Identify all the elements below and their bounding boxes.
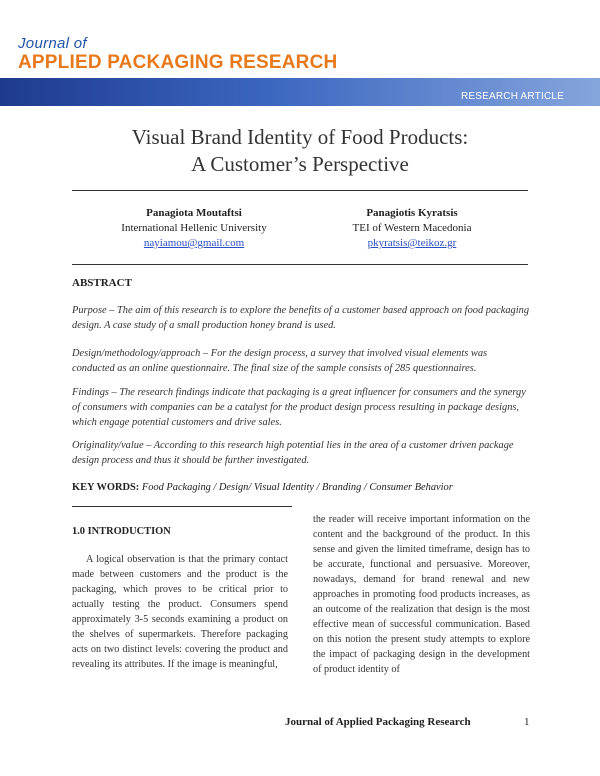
article-type-label: RESEARCH ARTICLE — [460, 91, 564, 102]
abstract-design: Design/methodology/approach – For the design process, a survey that involved visual elements was conducted as an online questionnaire. The final size of the sample consists of 285 questionnaires. — [72, 348, 488, 374]
author-block-2 — [302, 206, 522, 251]
author-block-1 — [84, 206, 304, 251]
keywords-value: Food Packaging / Design/ Visual Identity / Branding / Consumer Behavior — [141, 482, 453, 493]
abstract-originality: Originality/value – According to this research high potential lies in the area of a customer driven package design process and thus it should be further investigated. — [72, 440, 514, 466]
journal-logo-prefix: Journal of — [18, 35, 87, 52]
journal-logo — [18, 36, 337, 73]
author-email-link[interactable]: nayiamou@gmail.com — [143, 237, 245, 249]
intro-text-left-column: A logical observation is that the primary contact made between customers and the product is the packaging, which proves to be critical prior to actually testing the product. Consumers spend approximately 3-5 seconds examining a product on the shelves of supermarkets. Therefore packaging acts on two distinct levels: covering the product and revealing its attributes. If the image is meaningful, — [72, 554, 288, 670]
section-heading-introduction: 1.0 INTRODUCTION — [72, 526, 171, 537]
keywords-label: KEY WORDS: — [72, 482, 140, 493]
intro-text-right-column: the reader will receive important information on the content and the background of the product. In this sense and given the limited timeframe, design has to be accurate, functional and persuasive. Moreover, nowadays, demand for brand renewal and new approaches in promoting food products increases, as an outcome of the realization that design is the most effective mean of successful communication. Based on this notion the present study attempts to explore the impact of packaging design in the development of product identity of — [313, 514, 530, 675]
article-title-line-1: Visual Brand Identity of Food Products: — [131, 125, 469, 149]
author-affiliation: International Hellenic University — [121, 222, 267, 234]
author-affiliation: TEI of Western Macedonia — [352, 222, 472, 234]
title-divider — [72, 190, 528, 191]
author-name: Panagiota Moutaftsi — [146, 207, 242, 219]
abstract-divider — [72, 264, 528, 265]
article-title-line-2: A Customer’s Perspective — [191, 152, 409, 176]
page-number: 1 — [524, 716, 530, 728]
section-divider — [72, 506, 292, 507]
abstract-purpose: Purpose – The aim of this research is to explore the benefits of a customer based approach on food packaging design. A case study of a small production honey brand is used. — [72, 305, 530, 331]
keywords — [72, 481, 542, 495]
abstract-heading: ABSTRACT — [72, 277, 132, 289]
author-email-link[interactable]: pkyratsis@teikoz.gr — [367, 237, 457, 249]
abstract-findings: Findings – The research findings indicate that packaging is a great influencer for consumers and the synergy of consumers with companies can be a catalyst for the product design process resulting in package designs, which engage potential customers and drive sales. — [72, 387, 526, 428]
journal-logo-name: APPLIED PACKAGING RESEARCH — [18, 52, 338, 73]
footer-journal-name: Journal of Applied Packaging Research — [285, 716, 471, 728]
author-name: Panagiotis Kyratsis — [366, 207, 458, 219]
article-title — [0, 124, 600, 178]
